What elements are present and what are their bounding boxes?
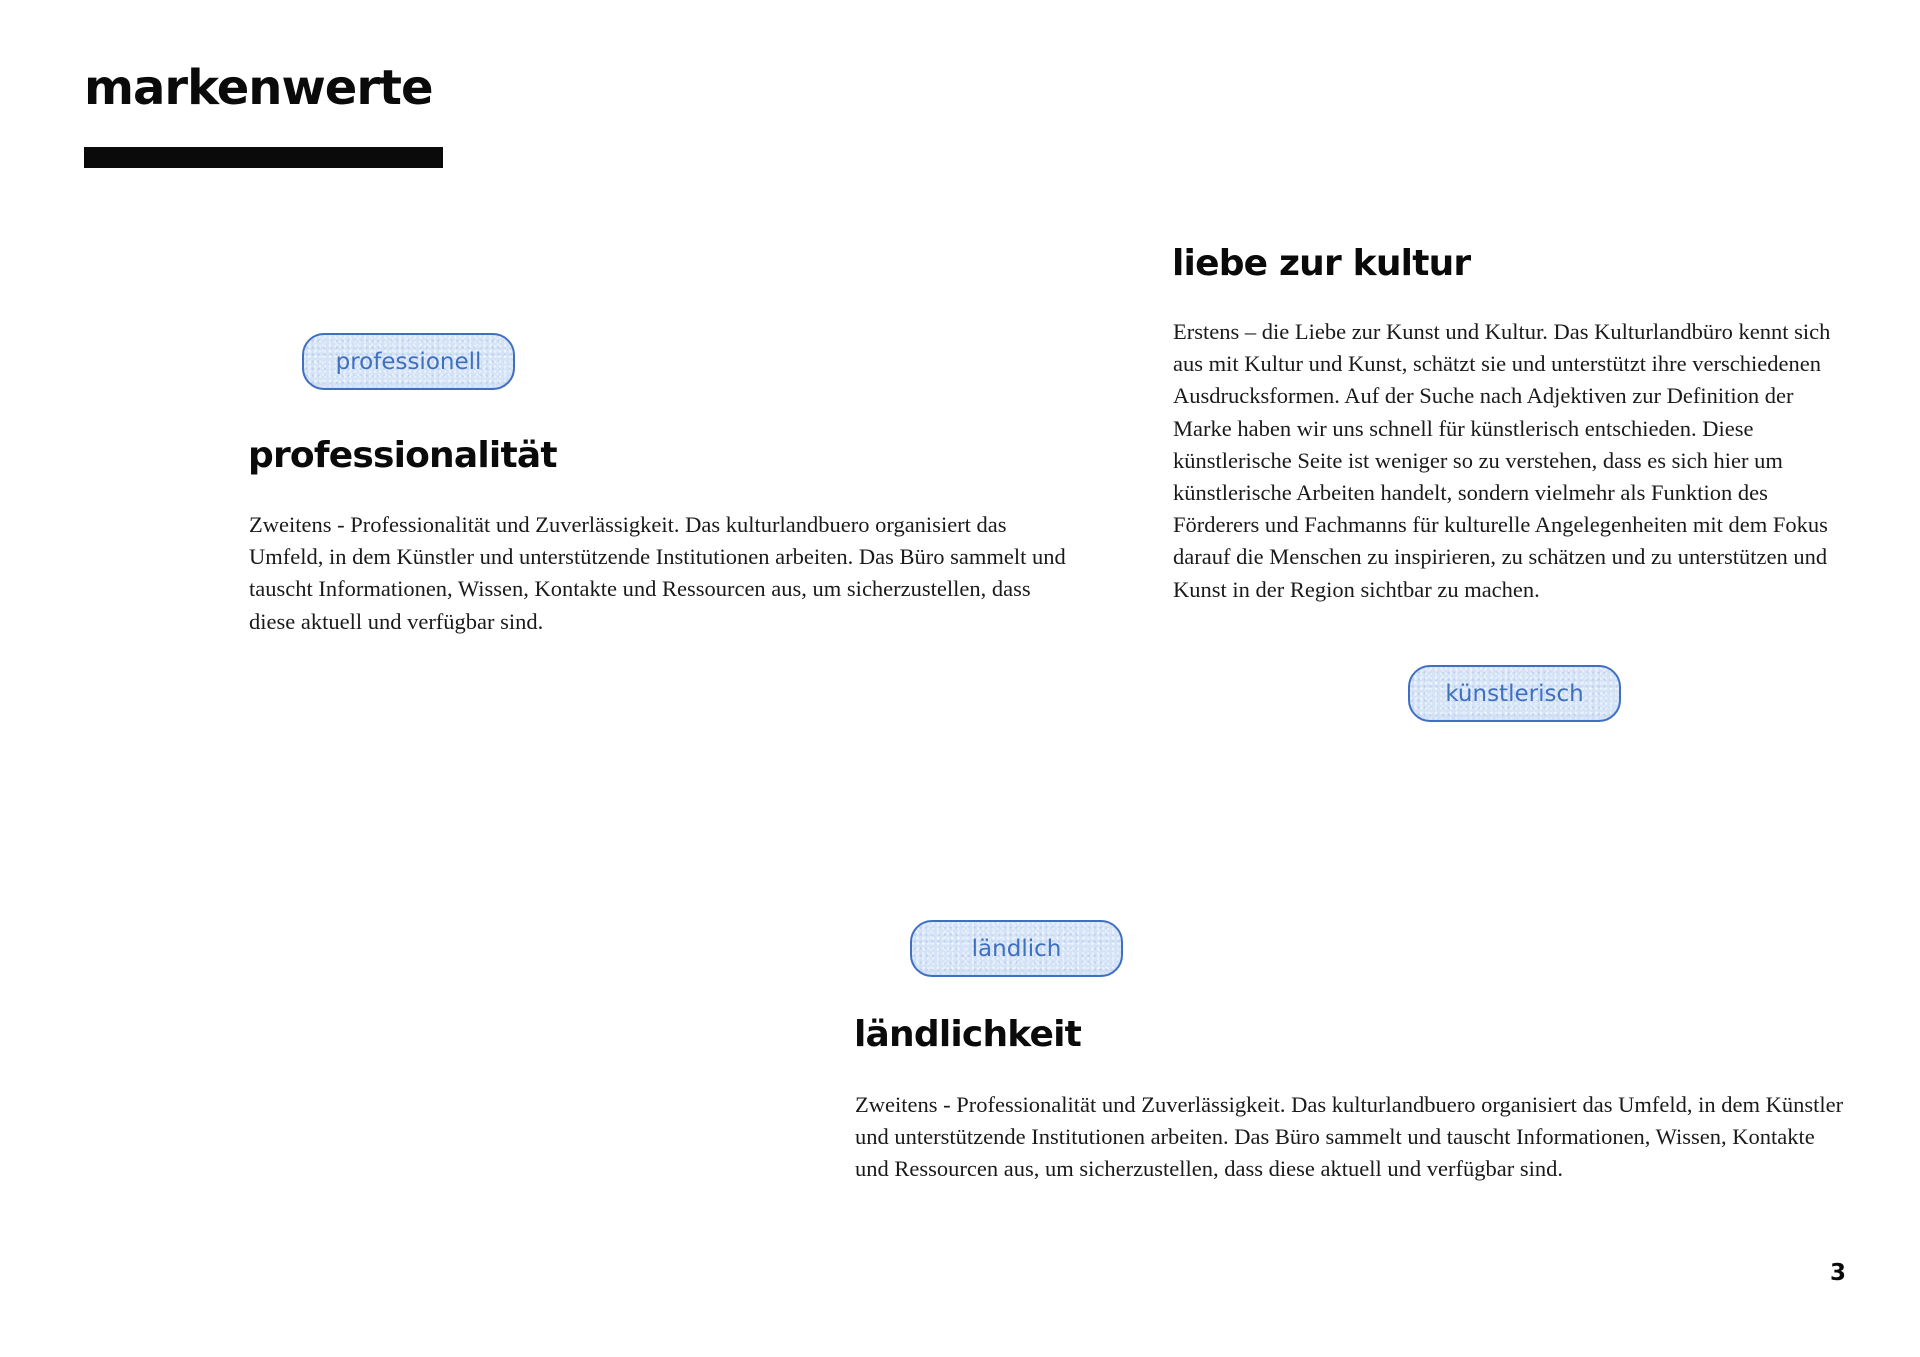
paragraph-professionalitaet: Zweitens - Professionalität und Zuverlässigkeit. Das kulturlandbuero organisiert das Umfeld, in dem Künstler und unterstützende Institutionen arbeiten. Das Büro sammelt und tauscht Informationen, Wissen, Kontakte und Ressourcen aus, um sicherzustellen, dass diese aktuell und verfügbar sind.	[249, 512, 1066, 634]
paragraph-liebe-zur-kultur: Erstens – die Liebe zur Kunst und Kultur. Das Kulturlandbüro kennt sich aus mit Kultur und Kunst, schätzt sie und unterstützt ihre verschiedenen Ausdrucksformen. Auf der Suche nach Adjektiven zur Definition der Marke haben wir uns schnell für künstlerisch entschieden. Diese künstlerische Seite ist weniger so zu verstehen, dass es sich hier um künstlerische Arbeiten handelt, sondern vielmehr als Funktion des Förderers und Fachmanns für kulturelle Angelegenheiten mit dem Fokus darauf die Menschen zu inspirieren, zu schätzen und zu unterstützen und Kunst in der Region sichtbar zu machen.	[1173, 319, 1831, 602]
heading-laendlichkeit: ländlichkeit	[854, 1014, 1082, 1055]
page-number: 3	[1830, 1260, 1847, 1286]
title-underline-bar	[84, 147, 443, 168]
heading-professionalitaet: professionalität	[248, 435, 557, 476]
tag-professionell: professionell	[302, 333, 515, 390]
paragraph-laendlichkeit: Zweitens - Professionalität und Zuverlässigkeit. Das kulturlandbuero organisiert das Umfeld, in dem Künstler und unterstützende Institutionen arbeiten. Das Büro sammelt und tauscht Informationen, Wissen, Kontakte und Ressourcen aus, um sicherzustellen, dass diese aktuell und verfügbar sind.	[855, 1092, 1844, 1182]
tag-laendlich: ländlich	[910, 920, 1123, 977]
heading-liebe-zur-kultur: liebe zur kultur	[1172, 243, 1471, 284]
page-title: markenwerte	[84, 60, 433, 116]
tag-kuenstlerisch: künstlerisch	[1408, 665, 1621, 722]
